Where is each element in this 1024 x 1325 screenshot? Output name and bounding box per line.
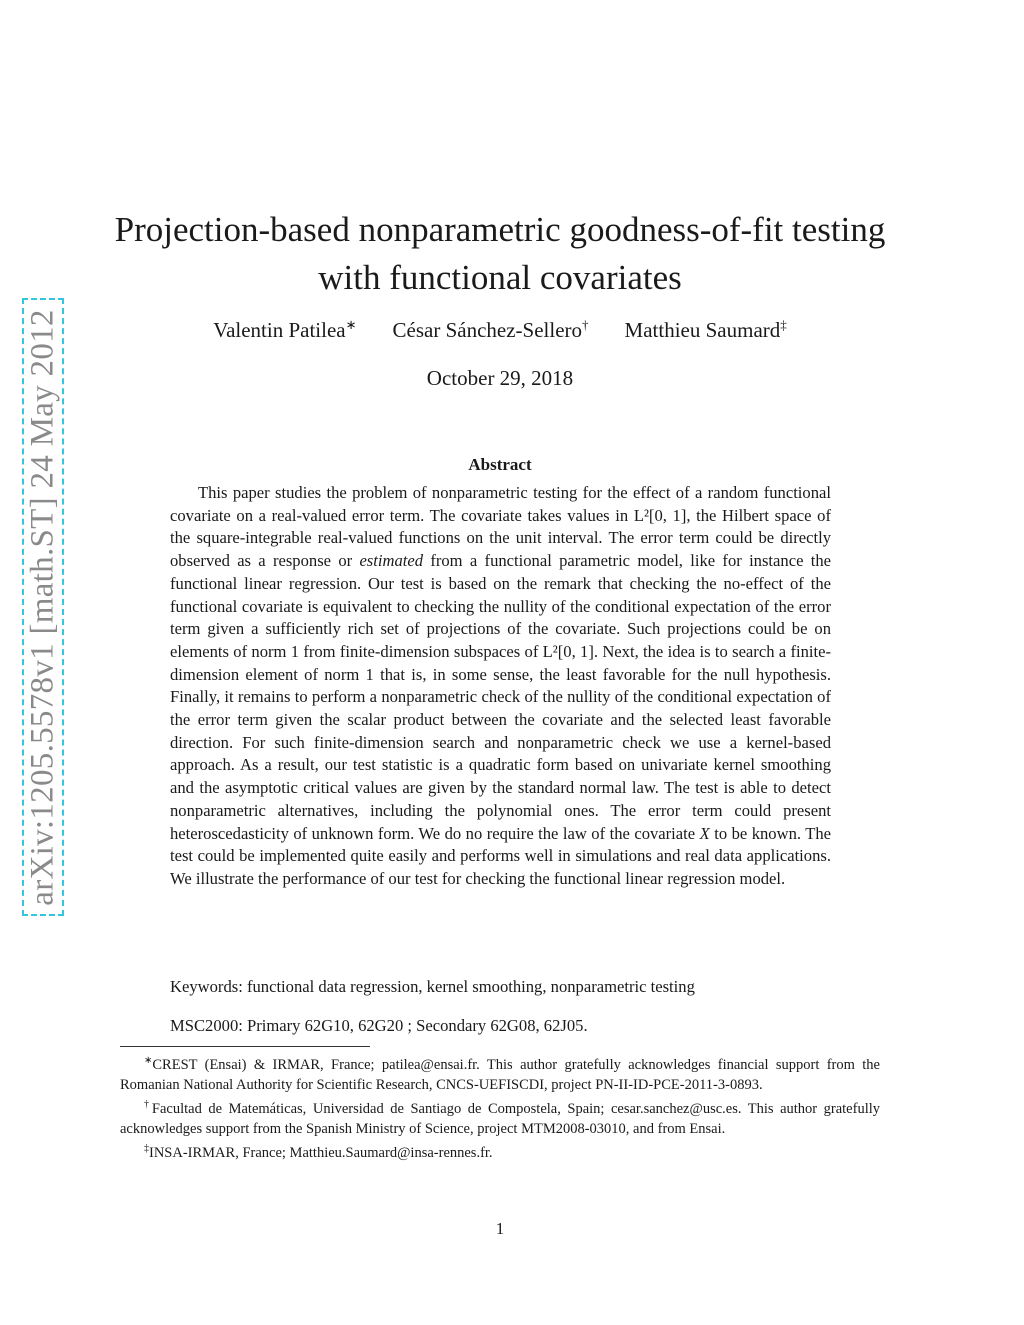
title-line-1: Projection-based nonparametric goodness-of-fit testing <box>114 210 886 249</box>
msc-classification: MSC2000: Primary 62G10, 62G20 ; Secondary 62G08, 62J05. <box>170 1016 588 1035</box>
l2-space-1: L²[0, 1] <box>633 505 687 525</box>
author-3: Matthieu Saumard‡ <box>624 317 787 342</box>
footnote-rule <box>120 1046 370 1047</box>
keywords: Keywords: functional data regression, kernel smoothing, nonparametric testing <box>170 977 695 996</box>
title-line-2: with functional covariates <box>318 258 682 297</box>
author-2-mark: † <box>582 317 589 332</box>
abstract-heading: Abstract <box>468 455 532 474</box>
paper-title <box>0 206 1000 302</box>
abstract-emphasis: estimated <box>359 551 424 571</box>
footnote-2: †Facultad de Matemáticas, Universidad de Santiago de Compostela, Spain; cesar.sanchez@usc.es. This author gratefully acknowledges support from the Spanish Ministry of Science, project MTM2008-03010, and from Ensai. <box>120 1098 881 1137</box>
footnote-3: ‡INSA-IRMAR, France; Matthieu.Saumard@insa-rennes.fr. <box>144 1142 493 1161</box>
author-1-mark: ∗ <box>345 317 357 332</box>
page-number: 1 <box>495 1219 505 1238</box>
footnotes <box>120 1051 880 1162</box>
footnote-1: ∗CREST (Ensai) & IRMAR, France; patilea@ensai.fr. This author gratefully acknowledges financial support from the Romanian National Authority for Scientific Research, CNCS-UEFISCDI, project PN-II-ID-PCE-2011-3-0893. <box>120 1055 880 1093</box>
paper-date: October 29, 2018 <box>426 366 574 390</box>
l2-space-2: L²[0, 1] <box>542 641 594 661</box>
covariate-symbol: X <box>699 823 710 843</box>
author-3-mark: ‡ <box>780 317 787 332</box>
abstract-body: This paper studies the problem of nonparametric testing for the effect of a random functional covariate on a real-valued error term. The covariate takes values in L²[0, 1], the Hilbert space of the square-integrable real-valued functions on the unit interval. The error term could be directly observed as a response or estimated from a functional parametric model, like for instance the functional linear regression. Our test is based on the remark that checking the no-effect of the functional covariate is equivalent to checking the nullity of the conditional expectation of the error term given a sufficiently rich set of projections of the covariate. Such projections could be on elements of norm 1 from finite-dimension subspaces of L²[0, 1]. Next, the idea is to search a finite-dimension element of norm 1 that is, in some sense, the least favorable for the null hypothesis. Finally, it remains to perform a nonparametric check of the nullity of the conditional expectation of the error term given the scalar product between the covariate and the selected least favorable direction. For such finite-dimension search and nonparametric check we use a kernel-based approach. As a result, our test statistic is a quadratic form based on univariate kernel smoothing and the asymptotic critical values are given by the standard normal law. The test is able to detect nonparametric alternatives, including the polynomial ones. The error term could present heteroscedasticity of unknown form. We do no require the law of the covariate X to be known. The test could be implemented quite easily and performs well in simulations and real data applications. We illustrate the performance of our test for checking the functional linear regression model. <box>170 483 831 888</box>
author-list <box>0 317 1000 343</box>
author-2: César Sánchez-Sellero† <box>392 317 589 342</box>
author-1: Valentin Patilea∗ <box>213 317 357 342</box>
arxiv-stamp-text: arXiv:1205.5578v1 [math.ST] 24 May 2012 <box>24 308 61 906</box>
